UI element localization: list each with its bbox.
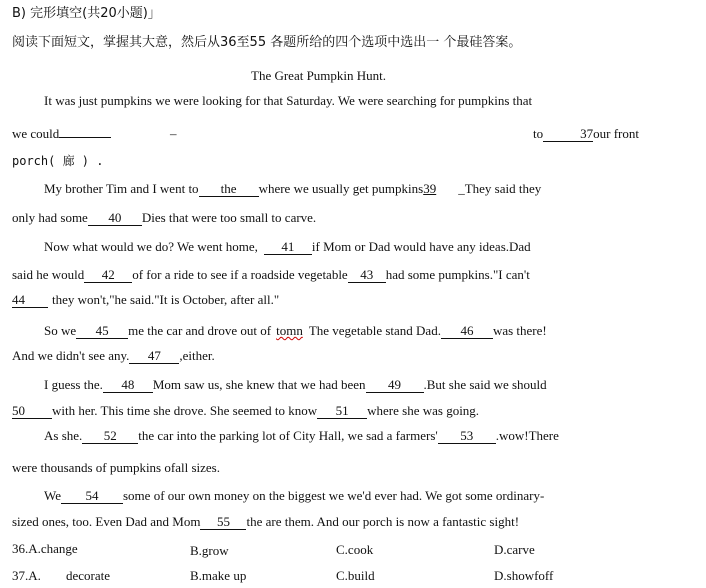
blank-55: 55 (200, 515, 246, 530)
passage-title: The Great Pumpkin Hunt. (251, 68, 387, 83)
p6-t1: As she. (44, 428, 83, 443)
p4-t1: So we (44, 323, 77, 338)
q36-c: C.cook (336, 542, 374, 557)
blank-38: the (199, 182, 259, 197)
p2-line1 (44, 181, 541, 197)
blank-40: 40 (88, 211, 142, 226)
p5-t5: where she was going. (367, 403, 480, 418)
blank-41: 41 (264, 240, 312, 255)
p3-t2: if Mom or Dad would have any ideas.Dad (311, 239, 531, 254)
p5-line1 (44, 377, 547, 393)
blank-42: 42 (84, 268, 132, 283)
p1-text: we could (12, 126, 60, 141)
blank-54: 54 (61, 489, 123, 504)
p7-t1: We (44, 488, 61, 503)
p7-t3: sized ones, too. Even Dad and Mom (12, 514, 201, 529)
blank-39: 39 (423, 181, 437, 196)
p7-t2: some of our own money on the biggest we we'd ever had. We got some ordinary- (123, 488, 545, 503)
p5-t2: Mom saw us, she knew that we had been (152, 377, 366, 392)
q36-a: 36.A.change (12, 541, 78, 556)
p6-t2: the car into the parking lot of City Hall, we sad a farmers' (138, 428, 438, 443)
p3-line3 (12, 292, 279, 308)
blank-50: 50 (12, 404, 52, 419)
blank-48: 48 (103, 378, 153, 393)
p6-line2: were thousands of pumpkins ofall sizes. (12, 460, 220, 475)
q36-b: B.grow (190, 543, 229, 558)
p4-t2: me the car and drove out of (128, 323, 272, 338)
p2-t5: Dies that were too small to carve. (141, 210, 317, 225)
p5-line2 (12, 403, 479, 419)
blank-51: 51 (317, 404, 367, 419)
blank-43: 43 (348, 268, 386, 283)
p3-line1 (44, 239, 531, 255)
p1-to: to (533, 126, 544, 141)
p4-line2 (12, 348, 215, 364)
p1-line2 (12, 126, 111, 142)
p7-line2 (12, 514, 519, 530)
p2-t1: My brother Tim and I went to (44, 181, 199, 196)
p2-t4: only had some (12, 210, 88, 225)
p1-line2-end (533, 126, 639, 142)
p4-line1 (44, 323, 547, 339)
p4-t3: The vegetable stand Dad. (308, 323, 441, 338)
q37-c: C.build (336, 568, 375, 583)
p1-line3: porch( 廊 ) . (12, 154, 104, 168)
p2-t2: where we usually get pumpkins (258, 181, 424, 196)
p3-t1: Now what would we do? We went home, (44, 239, 258, 254)
p7-t4: the are them. And our porch is now a fantastic sight! (246, 514, 520, 529)
p6-t3: .wow!There (495, 428, 559, 443)
blank-47: 47 (129, 349, 179, 364)
p3-t4: of for a ride to see if a roadside vegetable (132, 267, 348, 282)
q36-d: D.carve (494, 542, 535, 557)
blank-46: 46 (441, 324, 493, 339)
blank-53: 53 (438, 429, 496, 444)
p3-line2 (12, 267, 530, 283)
p4-t6: ,either. (179, 348, 215, 363)
p5-t3: .But she said we should (423, 377, 547, 392)
section-header: B) 完形填空(共20小题)」 (12, 6, 161, 21)
p1-dash: – (170, 126, 177, 141)
p4-t4: was there! (492, 323, 547, 338)
q37-num: 37.A. (12, 568, 41, 583)
p4-tomn: tomn (276, 323, 303, 338)
p5-t4: with her. This time she drove. She seemed to know (52, 403, 318, 418)
p2-line2 (12, 210, 316, 226)
blank-44: 44 (12, 293, 48, 308)
p1-line1: It was just pumpkins we were looking for that Saturday. We were searching for pumpkins that (44, 93, 533, 108)
p7-line1 (44, 488, 544, 504)
blank-37: 37 (543, 127, 593, 142)
p3-t6: they won't,"he said."It is October, after all." (52, 292, 280, 307)
q37-d: D.showfoff (494, 568, 554, 583)
blank-49: 49 (366, 378, 424, 393)
p6-line1 (44, 428, 559, 444)
q37-a: decorate (66, 568, 111, 583)
p3-t5: had some pumpkins."I can't (385, 267, 530, 282)
blank-52: 52 (82, 429, 138, 444)
blank-45: 45 (76, 324, 128, 339)
p1-our: our front (593, 126, 639, 141)
p5-t1: I guess the. (44, 377, 103, 392)
blank-36 (59, 137, 111, 138)
p2-t3: _They said they (458, 181, 542, 196)
p3-t3: said he would (12, 267, 85, 282)
p4-t5: And we didn't see any. (12, 348, 130, 363)
instruction: 阅读下面短文，掌握其大意，然后从36至55 各题所给的四个选项中选出一 个最硅答案。 (12, 35, 522, 50)
q37-b: B.make up (190, 568, 247, 583)
